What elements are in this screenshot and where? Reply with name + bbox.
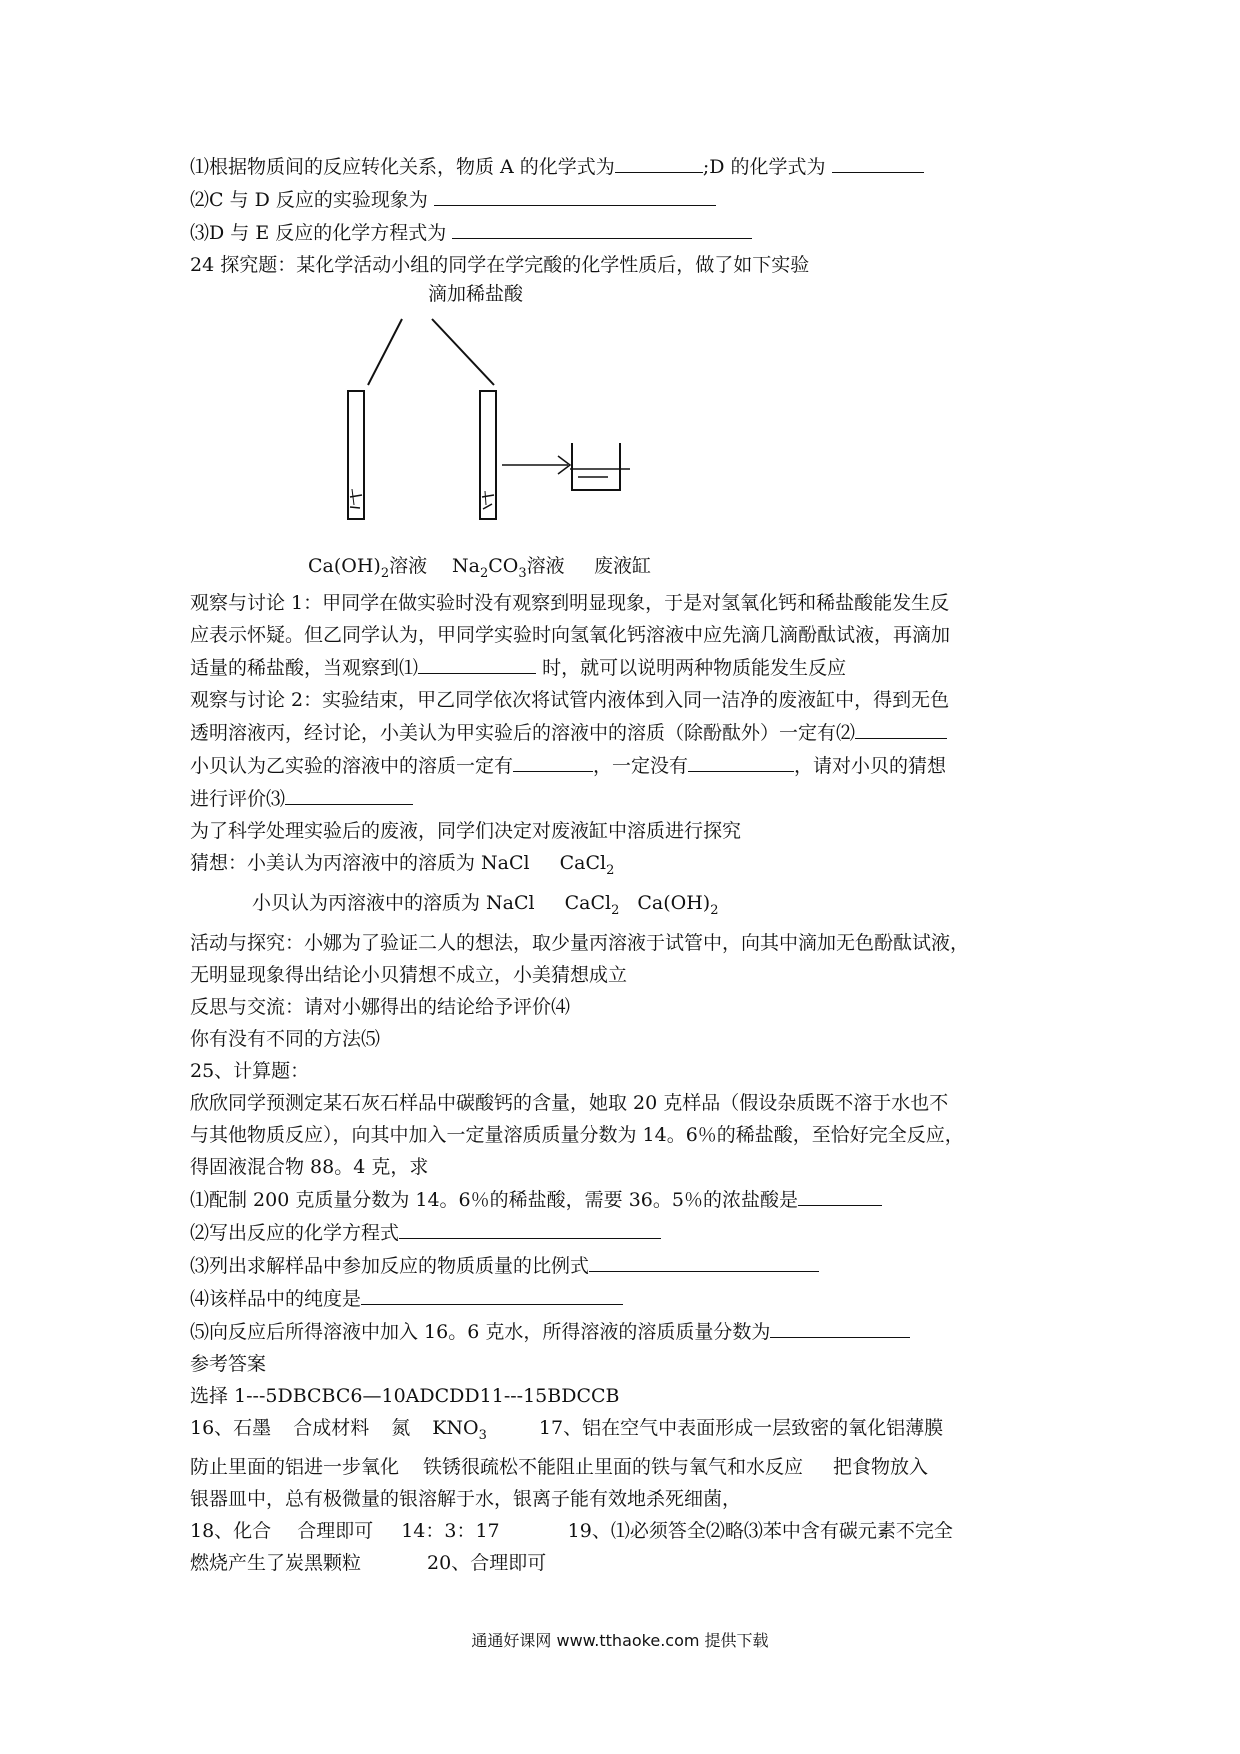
test-tube-2	[480, 391, 496, 519]
answer-blank[interactable]	[589, 1249, 819, 1272]
q23-line-3	[190, 216, 1070, 249]
q25-p3: 得固液混合物 88。4 克，求	[190, 1155, 429, 1178]
q24-guess-2: 小贝认为丙溶液中的溶质为 NaCl CaCl$_2$ $Ca(OH)_2$	[252, 891, 719, 918]
answer-blank[interactable]	[452, 216, 752, 239]
q25-s4: ⑷该样品中的纯度是	[190, 1282, 1070, 1315]
answer-blank[interactable]	[615, 150, 703, 173]
answer-blank[interactable]	[832, 150, 924, 173]
experiment-figure	[190, 281, 1070, 587]
q25-s5: ⑸向反应后所得溶液中加入 16。6 克水，所得溶液的溶质质量分数为	[190, 1315, 1070, 1348]
answer-blank[interactable]	[855, 716, 947, 739]
apparatus-drawing	[190, 305, 1070, 575]
q23-text-1b: ;D 的化学式为	[702, 156, 826, 178]
answer-blank[interactable]	[418, 651, 536, 674]
q24-d2c: 小贝认为乙实验的溶液中的溶质一定有 ，一定没有 ，请对小贝的猜想	[190, 749, 1070, 782]
answer-blank[interactable]	[434, 183, 716, 206]
q24-r1: 反思与交流：请对小娜得出的结论给予评价⑷	[190, 995, 571, 1018]
q24-r2: 你有没有不同的方法⑸	[190, 1027, 381, 1050]
q24-d2f: 进行评价⑶	[190, 782, 1070, 815]
answer-blank[interactable]	[285, 782, 413, 805]
q24-d2a: 观察与讨论 2：实验结束，甲乙同学依次将试管内液体到入同一洁净的废液缸中，得到无色	[190, 689, 950, 711]
dropper-line-left	[368, 319, 402, 385]
answers-17b: 防止里面的铝进一步氧化 铁锈很疏松不能阻止里面的铁与氧气和水反应 把食物放入	[190, 1456, 929, 1479]
answers-choice: 选择 1---5DBCBC6—10ADCDD11---15BDCCB	[190, 1384, 620, 1407]
answers-16-17: 16、石墨 合成材料 氮 $KNO_3$ 17、铝在空气中表面形成一层致密的氧化铝薄膜	[190, 1416, 944, 1443]
q24-p1: 为了科学处理实验后的废液，同学们决定对废液缸中溶质进行探究	[190, 820, 742, 842]
page-footer: 通通好课网 www.tthaoke.com 提供下载	[471, 1631, 769, 1650]
q24-d1c: 适量的稀盐酸，当观察到⑴ 时，就可以说明两种物质能发生反应	[190, 651, 1070, 684]
drop-acid-label: 滴加稀盐酸	[428, 283, 524, 305]
q24-a1: 活动与探究：小娜为了验证二人的想法，取少量丙溶液于试管中，向其中滴加无色酚酞试液，	[190, 931, 970, 954]
q25-title: 25、计算题：	[190, 1059, 310, 1082]
test-tube-1	[348, 391, 364, 519]
document-page	[190, 150, 1070, 1579]
tube1-label: $Ca(OH)_2$溶液	[308, 555, 428, 581]
q23-text-2: ⑵C 与 D 反应的实验现象为	[190, 189, 428, 211]
tube2-label: $Na_2CO_3$溶液	[452, 555, 565, 581]
q25-s3: ⑶列出求解样品中参加反应的物质质量的比例式	[190, 1249, 1070, 1282]
q23-text-3: ⑶D 与 E 反应的化学方程式为	[190, 222, 447, 244]
q24-a2: 无明显现象得出结论小贝猜想不成立，小美猜想成立	[190, 963, 628, 986]
answers-title: 参考答案	[190, 1352, 267, 1375]
answer-blank[interactable]	[361, 1282, 623, 1305]
q25-s2: ⑵写出反应的化学方程式	[190, 1216, 1070, 1249]
beaker-label: 废液缸	[594, 555, 652, 577]
dropper-line-right	[432, 319, 494, 385]
q25-s1: ⑴配制 200 克质量分数为 14。6％的稀盐酸，需要 36。5％的浓盐酸是	[190, 1183, 1070, 1216]
waste-beaker	[572, 443, 620, 490]
answer-blank[interactable]	[399, 1216, 661, 1239]
answers-19b-20: 燃烧产生了炭黑颗粒 20、合理即可	[190, 1552, 547, 1575]
q24-d1b: 应表示怀疑。但乙同学认为，甲同学实验时向氢氧化钙溶液中应先滴几滴酚酞试液，再滴加	[190, 624, 951, 646]
answers-18-19: 18、化合 合理即可 14：3：17 19、⑴必须答全⑵略⑶苯中含有碳元素不完全	[190, 1520, 953, 1543]
answer-blank[interactable]	[688, 749, 794, 772]
answers-17c: 银器皿中，总有极微量的银溶解于水，银离子能有效地杀死细菌，	[190, 1488, 742, 1511]
answer-blank[interactable]	[513, 749, 593, 772]
q24-title: 24 探究题：某化学活动小组的同学在学完酸的化学性质后，做了如下实验	[190, 254, 810, 276]
q23-text-1a: ⑴根据物质间的反应转化关系，物质 A 的化学式为	[190, 156, 615, 178]
answer-blank[interactable]	[770, 1315, 910, 1338]
q25-p1: 欣欣同学预测定某石灰石样品中碳酸钙的含量，她取 20 克样品（假设杂质既不溶于水也不	[190, 1091, 949, 1114]
q25-p2: 与其他物质反应），向其中加入一定量溶质质量分数为 14。6％的稀盐酸，至恰好完全反应，	[190, 1123, 964, 1146]
q23-line-2	[190, 183, 1070, 216]
q24-d1a: 观察与讨论 1：甲同学在做实验时没有观察到明显现象，于是对氢氧化钙和稀盐酸能发生反	[190, 592, 950, 614]
q24-guess-1: 猜想：小美认为丙溶液中的溶质为 NaCl CaCl$_2$	[190, 852, 615, 878]
q23-line-1	[190, 150, 1070, 183]
q24-d2b: 透明溶液丙，经讨论，小美认为甲实验后的溶液中的溶质（除酚酞外）一定有⑵	[190, 716, 1070, 749]
answer-blank[interactable]	[798, 1183, 882, 1206]
